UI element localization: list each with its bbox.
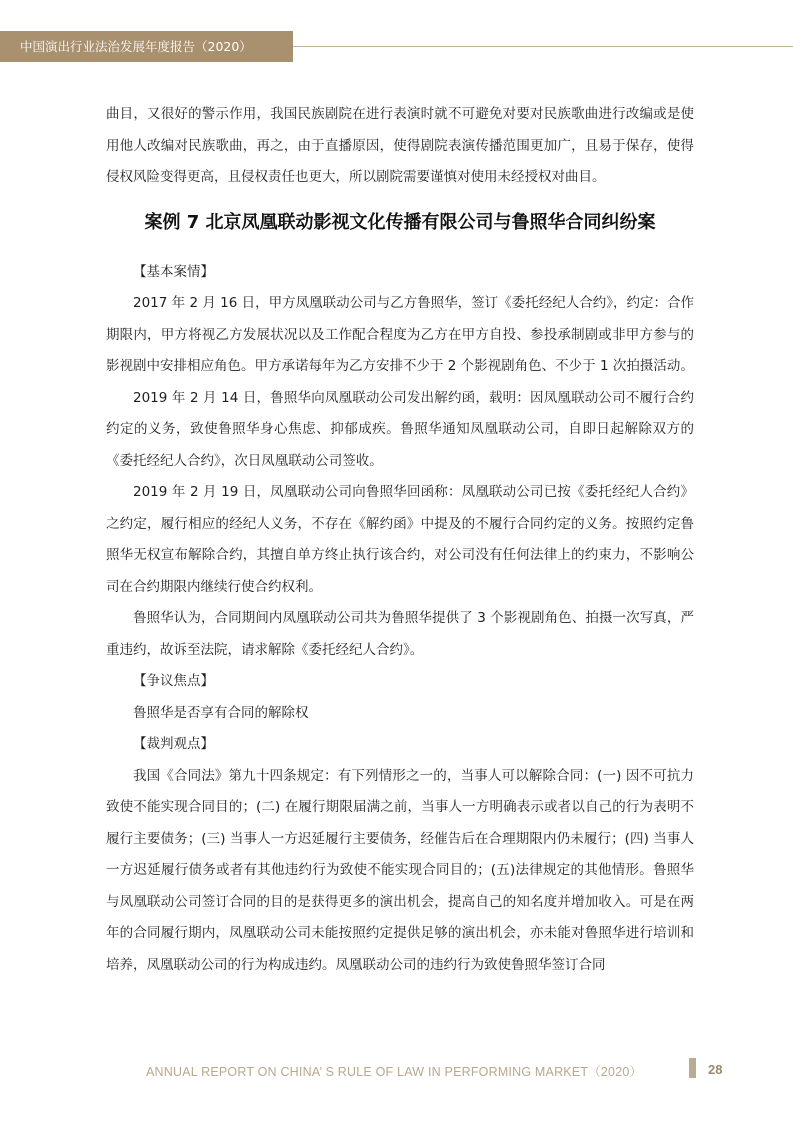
footer-bar xyxy=(689,1058,696,1078)
header-title: 中国演出行业法治发展年度报告（2020） xyxy=(20,39,252,54)
page-number: 28 xyxy=(708,1062,723,1077)
paragraph-5: 我国《合同法》第九十四条规定：有下列情形之一的，当事人可以解除合同：(一) 因不可抗力致使不能实现合同目的；(二) 在履行期限届满之前，当事人一方明确表示或者以自己的行为表明不履行主要债务；(三) 当事人一方迟延履行主要债务，经催告后在合理期限内仍未履行；(四) 当事人一方迟延履行债务或者有其他违约行为致使不能实现合同目的；(五)法律规定的其他情形。鲁照华与凤凰联动公司签订合同的目的是获得更多的演出机会，提高自己的知名度并增加收入。可是在两年的合同履行期内，凤凰联动公司未能按照约定提供足够的演出机会，亦未能对鲁照华进行培训和培养，凤凰联动公司的行为构成违约。凤凰联动公司的违约行为致使鲁照华签订合同 xyxy=(106,767,694,973)
intro-paragraph: 曲目，又很好的警示作用，我国民族剧院在进行表演时就不可避免对要对民族歌曲进行改编或是使用他人改编对民族歌曲，再之，由于直播原因，使得剧院表演传播范围更加广，且易于保存，使得侵权风险变得更高，且侵权责任也更大，所以剧院需要谨慎对使用未经授权对曲目。 xyxy=(106,106,694,185)
dispute-text: 鲁照华是否享有合同的解除权 xyxy=(133,704,309,721)
paragraph-1: 2017 年 2 月 16 日，甲方凤凰联动公司与乙方鲁照华，签订《委托经纪人合约》，约定：合作期限内，甲方将视乙方发展状况以及工作配合程度为乙方在甲方自投、参投承制剧或非甲方参与的影视剧中安排相应角色。甲方承诺每年为乙方安排不少于 2 个影视剧角色、不少于 1 次拍摄活动。 xyxy=(106,295,694,374)
paragraph-2: 2019 年 2 月 14 日，鲁照华向凤凰联动公司发出解约函，载明：因凤凰联动公司不履行合约约定的义务，致使鲁照华身心焦虑、抑郁成疾。鲁照华通知凤凰联动公司，自即日起解除双方的《委托经纪人合约》，次日凤凰联动公司签收。 xyxy=(106,389,694,469)
section-judgment: 【裁判观点】 xyxy=(133,736,214,752)
main-content xyxy=(106,99,694,981)
paragraph-3: 2019 年 2 月 19 日，凤凰联动公司向鲁照华回函称：凤凰联动公司已按《委托经纪人合约》之约定，履行相应的经纪人义务，不存在《解约函》中提及的不履行合同约定的义务。按照约定鲁照华无权宣布解除合约，其擅自单方终止执行该合约，对公司没有任何法律上的约束力，不影响公司在合约期限内继续行使合约权利。 xyxy=(106,484,694,595)
header-rule xyxy=(293,46,793,47)
footer-report-title: ANNUAL REPORT ON CHINA’ S RULE OF LAW IN PERFORMING MARKET（2020） xyxy=(146,1065,643,1079)
paragraph-4: 鲁照华认为，合同期间内凤凰联动公司共为鲁照华提供了 3 个影视剧角色、拍摄一次写真，严重违约，故诉至法院，请求解除《委托经纪人合约》。 xyxy=(106,610,694,658)
header-title-bar xyxy=(0,31,293,62)
case-title: 案例 7 北京凤凰联动影视文化传播有限公司与鲁照华合同纠纷案 xyxy=(144,211,656,233)
section-basic-facts: 【基本案情】 xyxy=(133,263,214,280)
section-dispute: 【争议焦点】 xyxy=(133,673,214,689)
